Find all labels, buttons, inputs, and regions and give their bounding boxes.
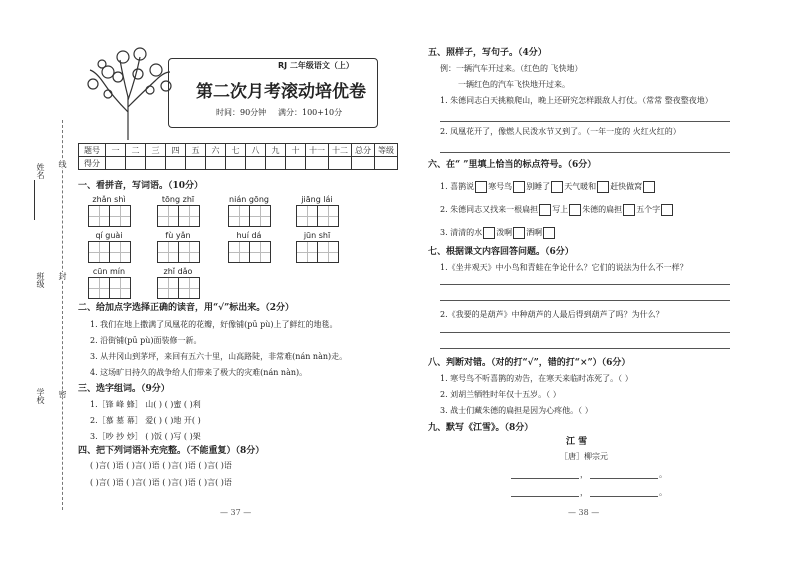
poem-line[interactable]	[511, 478, 579, 479]
score-cell: 题号	[79, 144, 106, 157]
answer-line[interactable]	[440, 152, 730, 153]
score-input-cell[interactable]	[166, 157, 186, 170]
pinyin-item	[88, 230, 130, 263]
score-input-cell[interactable]	[146, 157, 166, 170]
poem-period: 。	[659, 488, 667, 497]
pinyin-text: nián gōng	[229, 195, 269, 204]
q6-text: 朱德的扁担	[582, 205, 623, 214]
poem-comma: ，	[580, 488, 588, 497]
writing-cell[interactable]	[296, 205, 318, 227]
punctuation-box[interactable]	[643, 181, 655, 193]
q6-title: 六、在“ ”里填上恰当的标点符号。（6分）	[428, 160, 597, 170]
q2-title: 二、给加点字选择正确的读音，用“√”标出来。（2分）	[78, 303, 295, 313]
line-label: 线	[58, 160, 67, 168]
answer-line[interactable]	[440, 121, 730, 122]
score-cell: 三	[146, 144, 166, 157]
punctuation-box[interactable]	[475, 181, 487, 193]
q2-line: 2. 沿街铺(pū pù)面装修一新。	[90, 336, 202, 345]
q2-line: 3. 从井冈山到茅坪，来回有五六十里，山高路陡，非常难(nán nàn)走。	[90, 352, 348, 361]
writing-cell[interactable]	[88, 205, 110, 227]
q6-text: 1. 喜鹊说	[440, 182, 475, 191]
pinyin-item	[88, 266, 130, 299]
q4-title: 四、把下列词语补充完整。（不能重复）（8分）	[78, 446, 265, 456]
score-cell: 等级	[375, 144, 398, 157]
q6-line-2	[440, 204, 674, 216]
writing-cell[interactable]	[157, 205, 179, 227]
pinyin-text: zhǐ dǎo	[163, 267, 193, 276]
writing-cell[interactable]	[109, 277, 131, 299]
q8-line: 2. 刘胡兰牺牲时年仅十五岁。（ ）	[440, 390, 561, 399]
score-table	[78, 143, 398, 170]
q5-example: 例：一辆汽车开过来。（红色的 飞快地）	[440, 64, 583, 73]
q6-text: 赶快做窝	[610, 182, 643, 191]
writing-cell[interactable]	[157, 241, 179, 263]
pinyin-text: jūn shī	[303, 231, 331, 240]
q1-title: 一、看拼音，写词语。（10分）	[78, 181, 204, 191]
pinyin-text: zhǎn shì	[92, 195, 126, 204]
score-cell: 七	[226, 144, 246, 157]
punctuation-box[interactable]	[623, 204, 635, 216]
binding-dashed-line	[62, 120, 63, 510]
punctuation-box[interactable]	[661, 204, 673, 216]
q4-line: ( )言( )语 ( )言( )语 ( )言( )语 ( )言( )语	[90, 461, 232, 470]
poem-period: 。	[659, 470, 667, 479]
score-cell: 十	[286, 144, 306, 157]
q6-text: 3. 清清的水	[440, 228, 483, 237]
score-table-score-row	[79, 157, 398, 170]
score-row-label: 得分	[79, 157, 106, 170]
pinyin-item	[296, 194, 338, 227]
writing-cell[interactable]	[178, 205, 200, 227]
score-input-cell[interactable]	[106, 157, 126, 170]
score-input-cell[interactable]	[306, 157, 329, 170]
score-input-cell[interactable]	[352, 157, 375, 170]
writing-cell[interactable]	[109, 205, 131, 227]
score-cell: 一	[106, 144, 126, 157]
score-input-cell[interactable]	[186, 157, 206, 170]
q7-title: 七、根据课文内容回答问题。（6分）	[428, 247, 574, 257]
poem-comma: ，	[580, 470, 588, 479]
writing-cell[interactable]	[157, 277, 179, 299]
pinyin-text: fù yǎn	[165, 231, 191, 240]
punctuation-box[interactable]	[513, 227, 525, 239]
pinyin-text: qí guài	[95, 231, 123, 240]
score-input-cell[interactable]	[375, 157, 398, 170]
writing-cell[interactable]	[317, 205, 339, 227]
seal-label: 封	[58, 272, 67, 280]
pinyin-text: tōng zhī	[161, 195, 195, 204]
q5-item: 2. 凤凰花开了，像燃人民泼水节又到了。（一年一度的 火红火红的）	[440, 127, 681, 136]
score-label: 满分：100+10分	[278, 108, 343, 117]
punctuation-box[interactable]	[551, 181, 563, 193]
punctuation-box[interactable]	[597, 181, 609, 193]
score-cell: 二	[126, 144, 146, 157]
pinyin-item	[88, 194, 130, 227]
score-cell: 十二	[329, 144, 352, 157]
score-table-header-row	[79, 144, 398, 157]
q8-line: 1. 寒号鸟不听喜鹊的劝告，在寒天来临时冻死了。（ ）	[440, 374, 633, 383]
q5-example-answer: 一辆红色的汽车飞快地开过来。	[458, 80, 570, 89]
score-input-cell[interactable]	[266, 157, 286, 170]
pinyin-item	[157, 230, 199, 263]
score-input-cell[interactable]	[246, 157, 266, 170]
punctuation-box[interactable]	[539, 204, 551, 216]
pinyin-item	[296, 230, 338, 263]
answer-line[interactable]	[440, 332, 730, 333]
q6-text: 五个字	[636, 205, 661, 214]
score-cell: 四	[166, 144, 186, 157]
time-label: 时间：90分钟	[216, 108, 267, 117]
q2-line: 4. 这场旷日持久的战争给人们带来了极大的灾难(nán nàn)。	[90, 368, 308, 377]
secret-label: 密	[58, 390, 67, 398]
score-input-cell[interactable]	[329, 157, 352, 170]
writing-cell[interactable]	[228, 241, 250, 263]
score-input-cell[interactable]	[226, 157, 246, 170]
poem-title: 江 雪	[566, 437, 588, 447]
name-underline	[34, 180, 35, 220]
q6-text: 别睡了	[526, 182, 551, 191]
poem-line[interactable]	[511, 496, 579, 497]
pinyin-text: huí dá	[236, 231, 262, 240]
name-label: 姓名	[36, 163, 45, 179]
q6-line-3	[440, 227, 556, 239]
punctuation-box[interactable]	[569, 204, 581, 216]
q7-item: 2.《我要的是葫芦》中种葫芦的人最后得到葫芦了吗？为什么？	[440, 310, 664, 319]
score-input-cell[interactable]	[126, 157, 146, 170]
q6-text: 写上	[552, 205, 569, 214]
q8-line: 3. 战士们藏朱德的扁担是因为心疼他。（ ）	[440, 406, 593, 415]
page-number-right: — 38 —	[568, 508, 600, 517]
score-cell: 九	[266, 144, 286, 157]
q6-text: 寒号鸟	[488, 182, 513, 191]
writing-cell[interactable]	[109, 241, 131, 263]
poem-line[interactable]	[590, 478, 658, 479]
q2-line: 1. 我们在地上撒满了凤凰花的花瓣，好像铺(pū pù)上了鲜红的地毯。	[90, 320, 338, 329]
score-input-cell[interactable]	[286, 157, 306, 170]
writing-cell[interactable]	[228, 205, 250, 227]
pinyin-item	[228, 230, 270, 263]
page-number-left: — 37 —	[220, 508, 252, 517]
q3-title: 三、选字组词。（9分）	[78, 384, 170, 394]
q3-line: 2.［慕 墓 幕］ 爱( ) ( )地 开( )	[90, 416, 201, 425]
writing-cell[interactable]	[249, 241, 271, 263]
score-cell: 总分	[352, 144, 375, 157]
writing-cell[interactable]	[249, 205, 271, 227]
writing-cell[interactable]	[88, 241, 110, 263]
q6-text: 2. 朱德同志又找来一根扁担	[440, 205, 539, 214]
school-label: 学校	[36, 388, 45, 404]
pinyin-text: cūn mín	[92, 267, 126, 276]
page-title: 第二次月考滚动培优卷	[196, 82, 366, 102]
poem-line[interactable]	[590, 496, 658, 497]
pinyin-item	[157, 194, 199, 227]
q5-title: 五、照样子，写句子。（4分）	[428, 48, 547, 58]
q5-item: 1. 朱德同志白天挑粮爬山，晚上还研究怎样跟敌人打仗。（常常 整夜整夜地）	[440, 96, 713, 105]
punctuation-box[interactable]	[483, 227, 495, 239]
q4-line: ( )言( )语 ( )言( )语 ( )言( )语 ( )言( )语	[90, 478, 232, 487]
q6-line-1	[440, 181, 656, 193]
score-cell: 八	[246, 144, 266, 157]
punctuation-box[interactable]	[543, 227, 555, 239]
q3-line: 1.［锋 峰 蜂］ 山( ) ( )蜜 ( )利	[90, 400, 201, 409]
poem-author: ［唐］柳宗元	[560, 452, 608, 461]
writing-cell[interactable]	[296, 241, 318, 263]
pinyin-text: jiāng lái	[301, 195, 333, 204]
q6-text: 泼啊	[496, 228, 513, 237]
score-input-cell[interactable]	[206, 157, 226, 170]
writing-cell[interactable]	[178, 241, 200, 263]
score-cell: 六	[206, 144, 226, 157]
q7-item: 1.《坐井观天》中小鸟和青蛙在争论什么？它们的说法为什么不一样？	[440, 263, 688, 272]
grade-tag: RJ 二年级语文（上）	[278, 61, 354, 70]
score-cell: 十一	[306, 144, 329, 157]
q6-text: 洒啊	[526, 228, 543, 237]
tree-illustration	[78, 42, 178, 142]
writing-cell[interactable]	[88, 277, 110, 299]
punctuation-box[interactable]	[513, 181, 525, 193]
q3-line: 3.［吵 抄 炒］ ( )饭 ( )写 ( )架	[90, 432, 201, 441]
answer-line[interactable]	[440, 348, 730, 349]
pinyin-item	[228, 194, 270, 227]
answer-line[interactable]	[440, 284, 730, 285]
pinyin-item	[157, 266, 199, 299]
writing-cell[interactable]	[178, 277, 200, 299]
q6-text: 天气暖和	[564, 182, 597, 191]
answer-line[interactable]	[440, 300, 730, 301]
class-label: 班级	[36, 272, 45, 288]
writing-cell[interactable]	[317, 241, 339, 263]
q9-title: 九、默写《江雪》。（8分）	[428, 423, 534, 433]
score-cell: 五	[186, 144, 206, 157]
q8-title: 八、判断对错。（对的打“√”，错的打“×”）（6分）	[428, 358, 631, 368]
